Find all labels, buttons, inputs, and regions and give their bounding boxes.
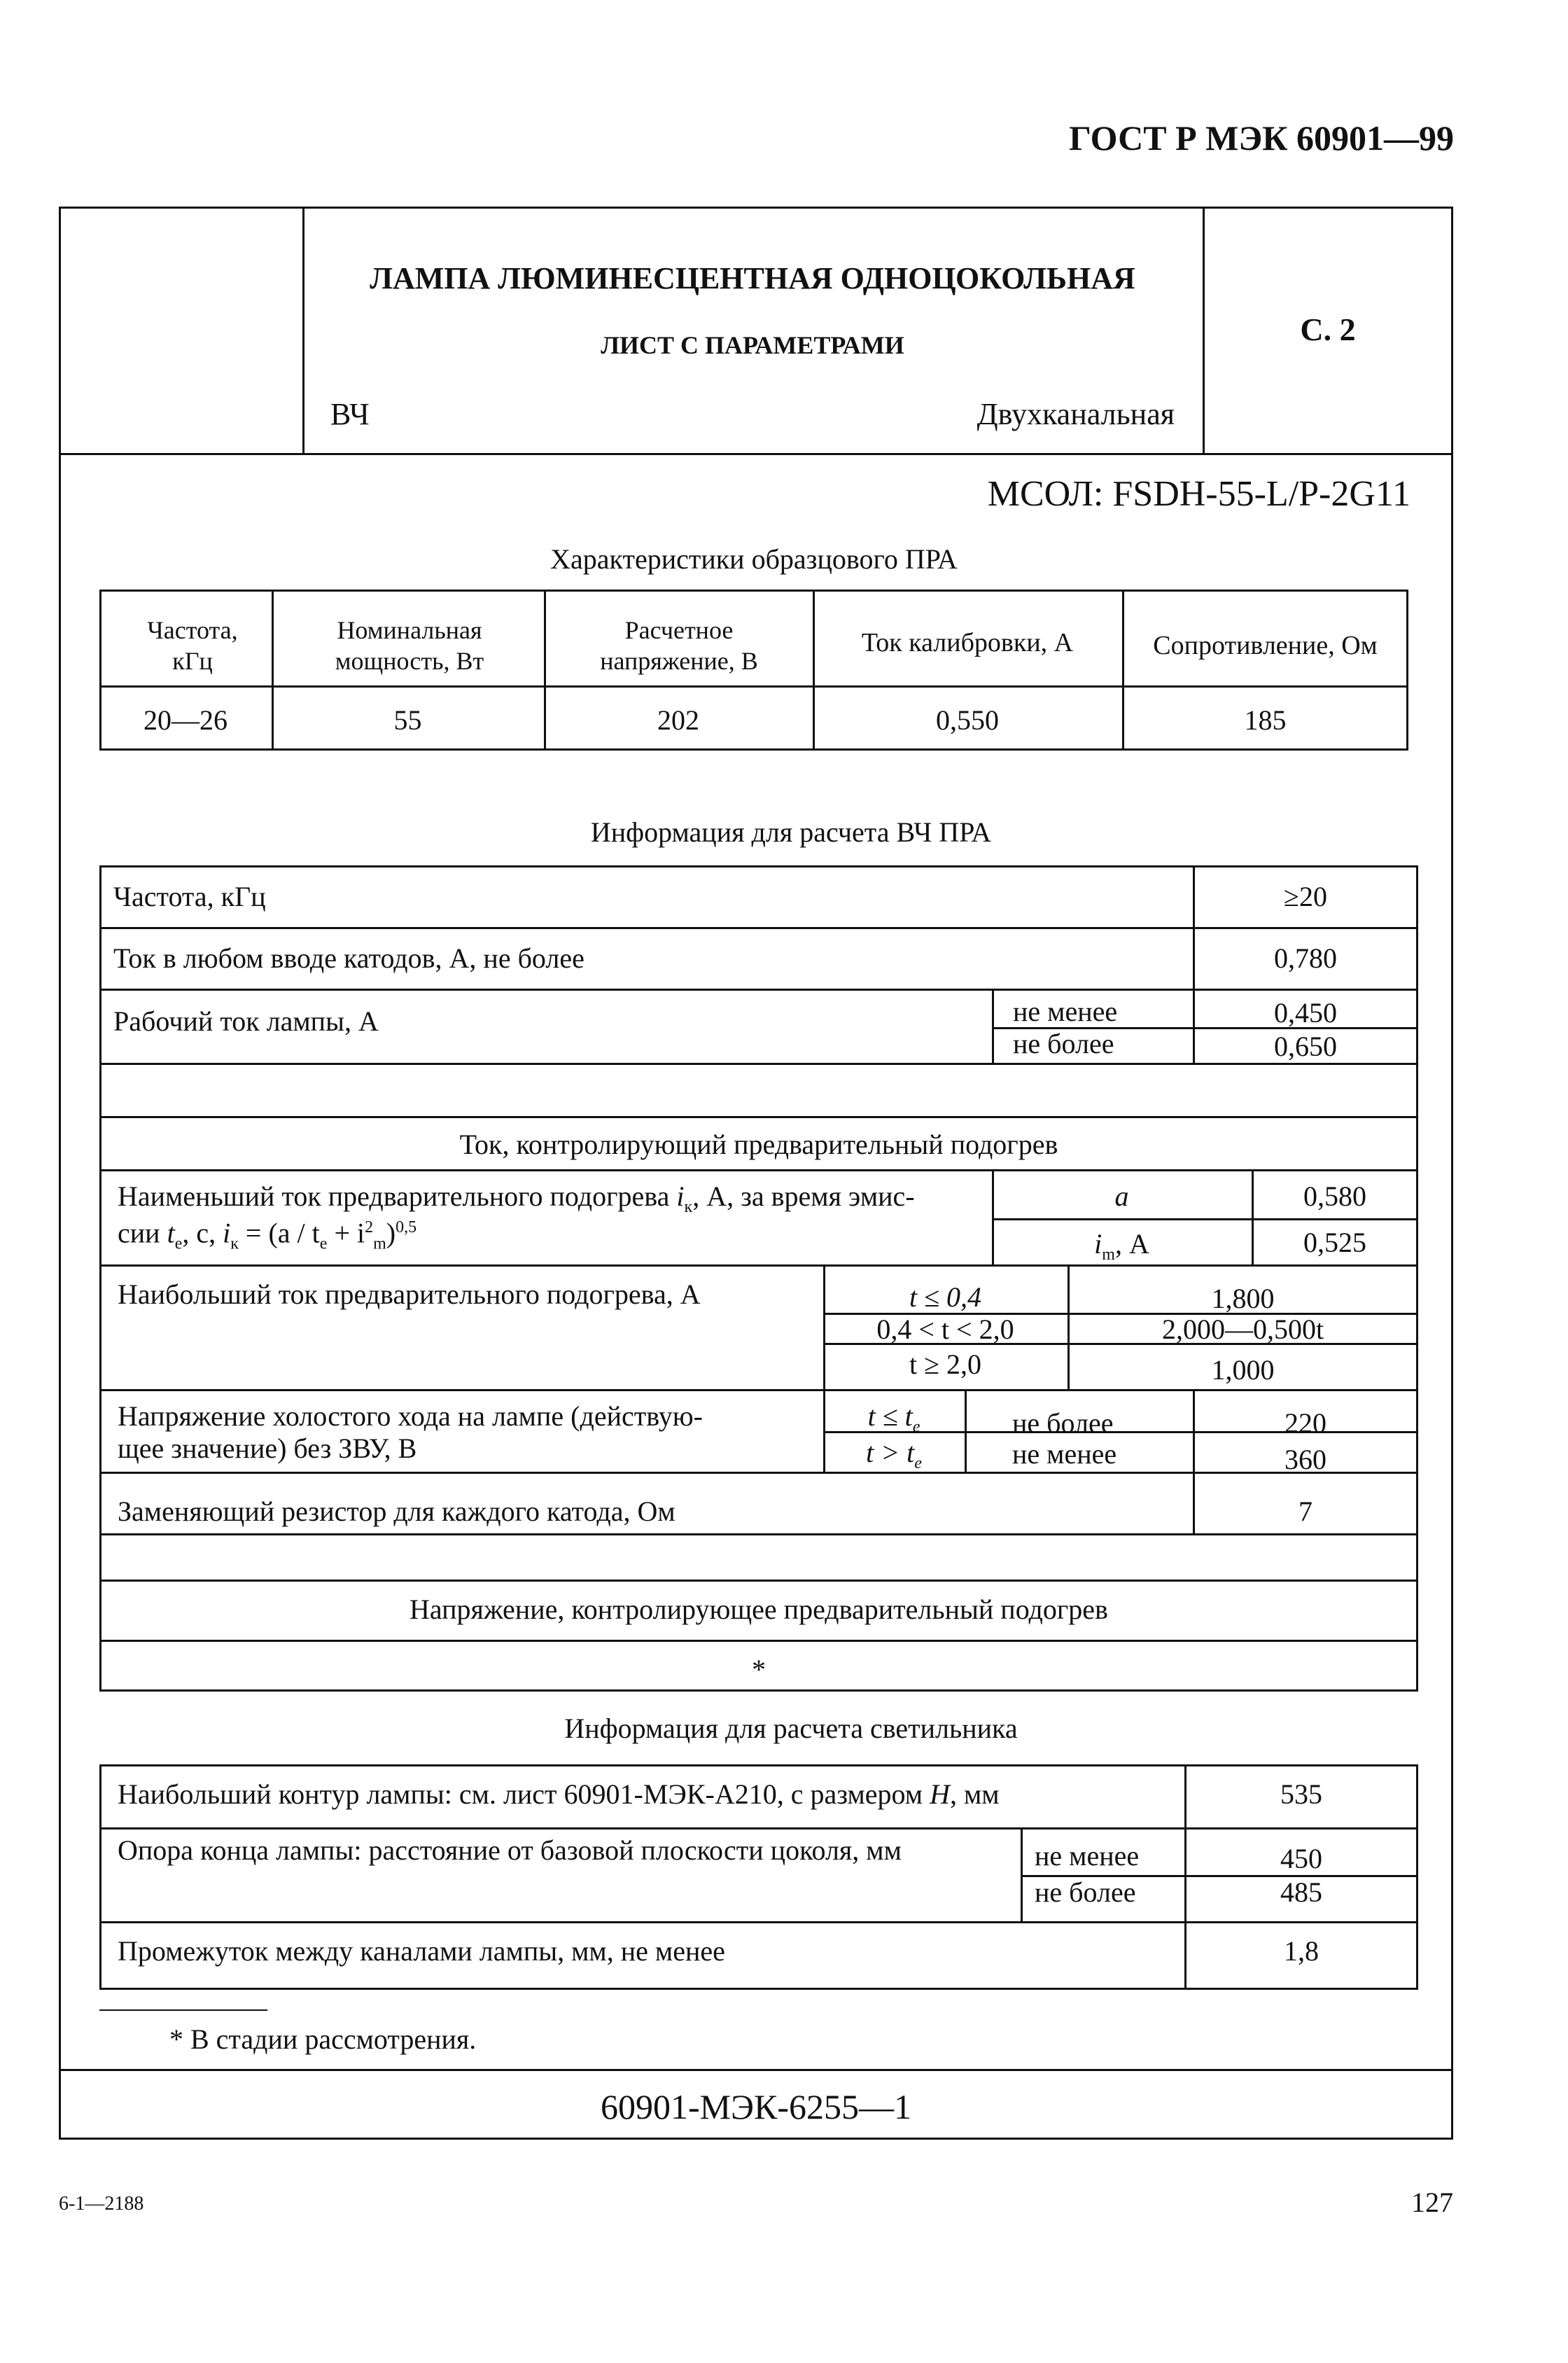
sheet-left-label: ВЧ (330, 397, 370, 431)
hf-frequency-label: Частота, кГц (113, 881, 266, 912)
hf-cathode-value: 0,780 (1274, 942, 1337, 974)
greatest-value-3: 1,000 (1211, 1354, 1275, 1386)
hf-row-line (99, 1640, 1418, 1642)
hf-row-line (99, 1116, 1418, 1118)
ocv-limit-1: не более (1012, 1407, 1114, 1439)
least-preheat-formula-c: ) (386, 1217, 396, 1249)
hf-frequency-value: ≥20 (1284, 881, 1327, 912)
least-preheat-text-1b: , А, за время эмис- (692, 1180, 915, 1212)
contour-unit: , мм (949, 1778, 1000, 1810)
greatest-cond-2: 0,4 < t < 2,0 (876, 1313, 1014, 1345)
hf-row-line (99, 1169, 1418, 1171)
support-max-value: 485 (1280, 1876, 1322, 1908)
hf-row-line (99, 927, 1418, 929)
sheet-subtitle: ЛИСТ С ПАРАМЕТРАМИ (601, 331, 904, 359)
hf-cathode-label: Ток в любом вводе катодов, А, не более (113, 942, 584, 974)
sheet-number: 60901-МЭК-6255—1 (600, 2087, 912, 2126)
contour-h: H (930, 1778, 950, 1810)
greatest-preheat-label: Наибольший ток предварительного подогрева, А (118, 1278, 701, 1310)
sheet-title: ЛАМПА ЛЮМИНЕСЦЕНТНАЯ ОДНОЦОКОЛЬНАЯ (370, 261, 1135, 295)
ocv-value-2: 360 (1284, 1444, 1326, 1475)
footnote: * В стадии рассмотрения. (169, 2023, 477, 2055)
lamp-designation: МСОЛ: FSDH-55-L/P-2G11 (987, 474, 1410, 514)
support-min-label: не менее (1035, 1840, 1140, 1871)
least-preheat-text-2b: , с, (182, 1217, 216, 1249)
greatest-cond-1: t ≤ 0,4 (909, 1281, 982, 1313)
footnote-rule (99, 2009, 267, 2011)
page-label: С. 2 (1300, 312, 1356, 347)
ocv-cond-1: $t \le t_e$ (867, 1400, 920, 1436)
coef-a-value: 0,580 (1303, 1180, 1366, 1212)
greatest-value-1: 1,800 (1211, 1283, 1275, 1314)
contour-label (118, 1778, 1000, 1811)
ocv-value-1: 220 (1284, 1407, 1326, 1439)
preheat-voltage-value: * (752, 1654, 766, 1685)
ocv-label-1: Напряжение холостого хода на лампе (действую- (118, 1400, 703, 1432)
support-label: Опора конца лампы: расстояние от базовой плоскости цоколя, мм (118, 1834, 902, 1866)
standard-number: ГОСТ Р МЭК 60901—99 (1069, 118, 1454, 158)
least-preheat-text-2a: сии (118, 1217, 160, 1249)
least-preheat-text-1: Наименьший ток предварительного подогрева (118, 1180, 670, 1212)
ocv-cond-2: $t > t_e$ (866, 1437, 922, 1472)
ballast-header-current: Ток калибровки, А (861, 628, 1074, 657)
coef-a-label: a (1114, 1180, 1129, 1212)
ballast-value-resistance: 185 (1244, 704, 1287, 736)
least-preheat-formula-b: + i (334, 1217, 365, 1249)
footer-print-code: 6-1—2188 (59, 2193, 144, 2215)
hf-row-line (99, 1389, 1418, 1391)
luminaire-caption: Информация для расчета светильника (564, 1713, 1018, 1744)
luminaire-col-line (1021, 1827, 1023, 1921)
sheet-number-line (59, 2069, 1453, 2071)
resistor-value: 7 (1298, 1496, 1312, 1527)
ballast-value-voltage: 202 (657, 704, 699, 736)
hf-caption: Информация для расчета ВЧ ПРА (590, 816, 992, 848)
preheat-voltage-title: Напряжение, контролирующее предварительный подогрев (410, 1594, 1108, 1625)
luminaire-row-line (99, 1827, 1418, 1829)
greatest-value-2: 2,000—0,500t (1161, 1313, 1324, 1345)
hf-row-line (99, 989, 1418, 991)
least-preheat-label: Наименьший ток предварительного подогрева $i_к$, А, за время эмис- (118, 1180, 915, 1216)
resistor-label: Заменяющий резистор для каждого катода, Ом (118, 1496, 676, 1527)
contour-text: Наибольший контур лампы: см. лист 60901-МЭК-А210, с размером (118, 1778, 923, 1810)
hf-col-line (992, 989, 994, 1063)
ballast-value-power: 55 (393, 704, 422, 736)
ocv-limit-2: не менее (1012, 1438, 1117, 1470)
ballast-header-frequency: Частота, кГц (147, 616, 238, 675)
hf-col-line (965, 1389, 967, 1472)
header-bottom-line (59, 453, 1453, 455)
hf-row-line (99, 1580, 1418, 1582)
ballast-header-voltage: Расчетное напряжение, В (600, 616, 758, 675)
support-min-value: 450 (1280, 1843, 1322, 1874)
gap-value: 1,8 (1284, 1935, 1319, 1967)
hf-row-line (99, 1533, 1418, 1535)
hf-operating-label: Рабочий ток лампы, А (113, 1005, 379, 1037)
footer-page-number: 127 (1411, 2187, 1453, 2218)
ballast-value-current: 0,550 (936, 704, 999, 736)
greatest-cond-3: t ≥ 2,0 (909, 1348, 982, 1380)
hf-max-value: 0,650 (1274, 1031, 1337, 1062)
hf-min-label: не менее (1013, 996, 1118, 1027)
contour-value: 535 (1280, 1778, 1322, 1810)
hf-min-value: 0,450 (1274, 997, 1337, 1029)
coef-im-label: $i_m$, А (1094, 1228, 1149, 1264)
coef-im-value: 0,525 (1303, 1227, 1366, 1258)
ballast-value-frequency: 20—26 (144, 704, 227, 736)
ballast-header-power: Номинальная мощность, Вт (335, 616, 484, 675)
least-preheat-label-2: сии $t_e$, с, $i_к = (a / t_e + i^2_m)^{0,5}$ (118, 1217, 417, 1253)
sheet-right-label: Двухканальная (976, 397, 1175, 431)
ballast-row-divider (99, 685, 1408, 688)
gap-label: Промежуток между каналами лампы, мм, не менее (118, 1935, 725, 1967)
ballast-header-resistance: Сопротивление, Ом (1153, 631, 1378, 660)
support-max-label: не более (1035, 1876, 1136, 1908)
least-preheat-formula: = (a / t (245, 1217, 320, 1249)
ballast-caption: Характеристики образцового ПРА (550, 543, 958, 575)
preheat-current-title: Ток, контролирующий предварительный подогрев (459, 1129, 1058, 1160)
ocv-label-2: щее значение) без ЗВУ, В (118, 1433, 417, 1464)
hf-max-label: не более (1013, 1028, 1114, 1059)
hf-row-line (992, 1218, 1418, 1220)
hf-row-line (99, 1063, 1418, 1065)
luminaire-row-line (99, 1921, 1418, 1923)
